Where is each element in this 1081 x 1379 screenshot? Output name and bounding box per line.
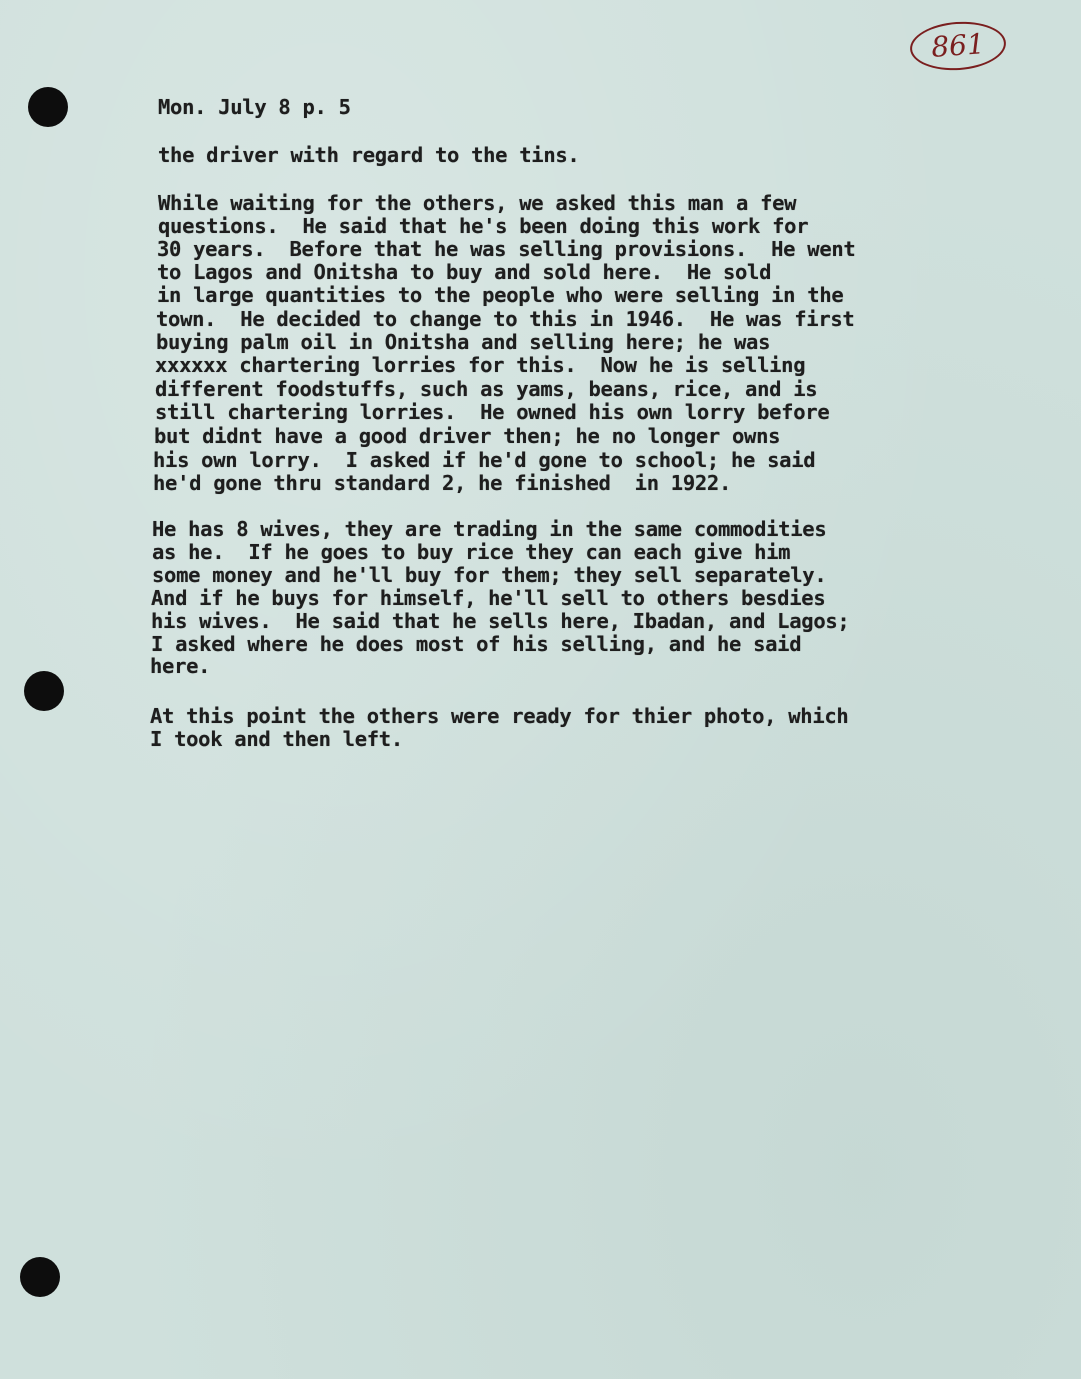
text-line: some money and he'll buy for them; they sell separately. — [152, 563, 827, 587]
text-line: At this point the others were ready for thier photo, which — [150, 704, 849, 728]
text-line: to Lagos and Onitsha to buy and sold here. He sold — [157, 260, 772, 284]
text-line: While waiting for the others, we asked this man a few — [158, 191, 797, 215]
page-heading: Mon. July 8 p. 5 — [158, 95, 351, 119]
text-line: he'd gone thru standard 2, he finished in 1922. — [153, 471, 732, 495]
text-line: his wives. He said that he sells here, Ibadan, and Lagos; — [151, 609, 850, 633]
text-line: in large quantities to the people who were selling in the — [157, 283, 844, 307]
text-line: questions. He said that he's been doing this work for — [158, 214, 809, 238]
text-line: still chartering lorries. He owned his own lorry before — [155, 400, 830, 424]
text-line: He has 8 wives, they are trading in the same commodities — [152, 517, 827, 541]
text-line: his own lorry. I asked if he'd gone to school; he said — [153, 448, 816, 472]
text-line: here. — [150, 654, 211, 678]
page-number-stamp: 861 — [908, 19, 1007, 74]
text-line: 30 years. Before that he was selling provisions. He went — [157, 237, 856, 261]
text-line: different foodstuffs, such as yams, beans, rice, and is — [155, 377, 818, 401]
text-line: xxxxxx chartering lorries for this. Now he is selling — [155, 353, 806, 377]
text-line: as he. If he goes to buy rice they can each give him — [152, 540, 791, 564]
text-line: I asked where he does most of his selling, and he said — [151, 632, 802, 656]
text-line: town. He decided to change to this in 1946. He was first — [156, 307, 855, 331]
text-line: I took and then left. — [150, 727, 403, 751]
text-line: the driver with regard to the tins. — [158, 143, 580, 167]
text-line: And if he buys for himself, he'll sell to others besdies — [151, 586, 826, 610]
text-line: but didnt have a good driver then; he no longer owns — [154, 424, 781, 448]
text-line: buying palm oil in Onitsha and selling here; he was — [156, 330, 771, 354]
